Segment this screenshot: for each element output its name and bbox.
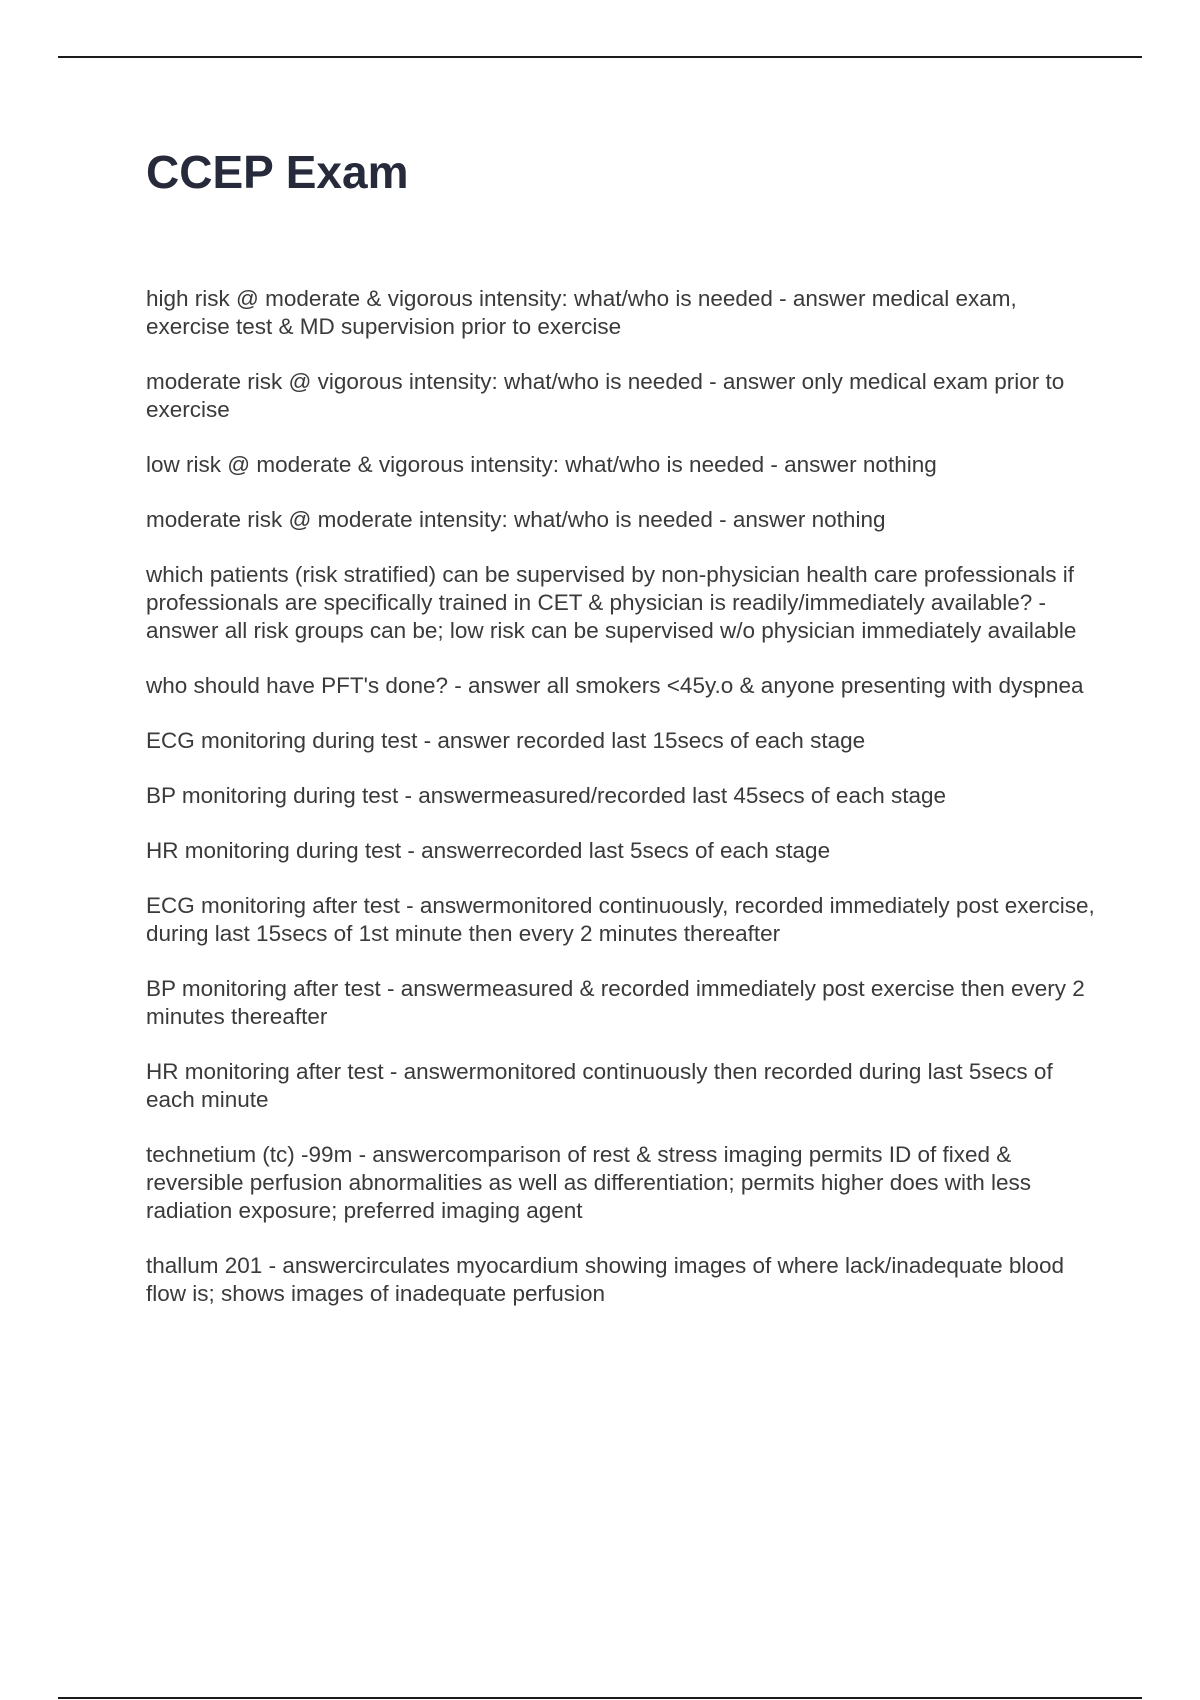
bottom-rule xyxy=(58,1697,1142,1699)
qa-entry: which patients (risk stratified) can be supervised by non-physician health care professionals if professionals are specifically trained in CET & physician is readily/immediately available? - answer all risk groups can be; low risk can be supervised w/o physician immediately available xyxy=(146,562,1077,643)
qa-entry: HR monitoring after test - answermonitored continuously then recorded during last 5secs of each minute xyxy=(146,1059,1053,1112)
qa-entry: high risk @ moderate & vigorous intensity: what/who is needed - answer medical exam, exercise test & MD supervision prior to exercise xyxy=(146,286,1017,339)
qa-entry: ECG monitoring during test - answer recorded last 15secs of each stage xyxy=(146,728,866,753)
qa-list xyxy=(146,285,1096,1335)
top-rule xyxy=(58,56,1142,58)
qa-entry: thallum 201 - answercirculates myocardium showing images of where lack/inadequate blood flow is; shows images of inadequate perfusion xyxy=(146,1253,1064,1306)
qa-entry: moderate risk @ moderate intensity: what/who is needed - answer nothing xyxy=(146,507,886,532)
qa-entry: technetium (tc) -99m - answercomparison of rest & stress imaging permits ID of fixed & reversible perfusion abnormalities as well as differentiation; permits higher does with less radiation exposure; preferred imaging agent xyxy=(146,1142,1032,1223)
qa-entry: moderate risk @ vigorous intensity: what/who is needed - answer only medical exam prior to exercise xyxy=(146,369,1065,422)
qa-entry: ECG monitoring after test - answermonitored continuously, recorded immediately post exercise, during last 15secs of 1st minute then every 2 minutes thereafter xyxy=(146,893,1095,946)
qa-entry: who should have PFT's done? - answer all smokers <45y.o & anyone presenting with dyspnea xyxy=(146,673,1084,698)
qa-entry: low risk @ moderate & vigorous intensity: what/who is needed - answer nothing xyxy=(146,452,937,477)
qa-entry: HR monitoring during test - answerrecorded last 5secs of each stage xyxy=(146,838,831,863)
qa-entry: BP monitoring after test - answermeasured & recorded immediately post exercise then every 2 minutes thereafter xyxy=(146,976,1085,1029)
page-title: CCEP Exam xyxy=(146,146,409,198)
qa-entry: BP monitoring during test - answermeasured/recorded last 45secs of each stage xyxy=(146,783,947,808)
